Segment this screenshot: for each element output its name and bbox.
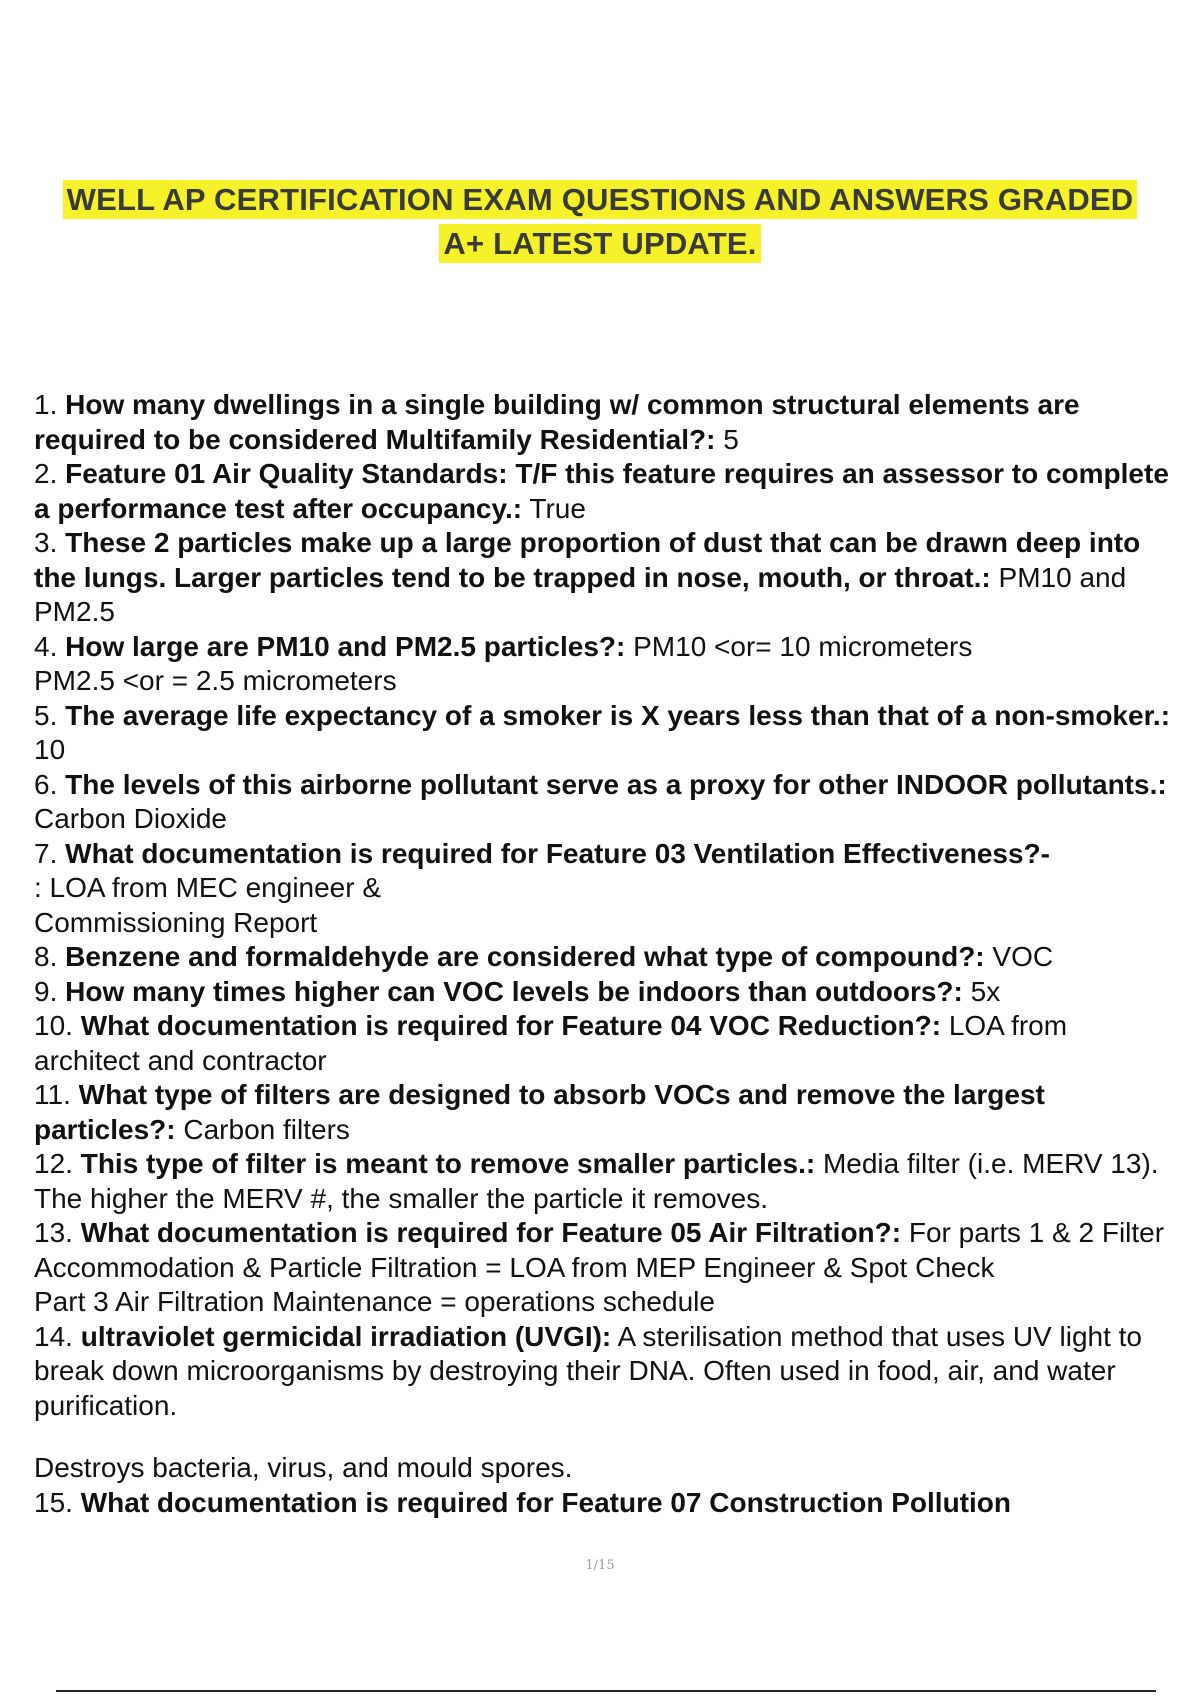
question-text: How large are PM10 and PM2.5 particles?: [65, 630, 626, 662]
answer-continuation: Part 3 Air Filtration Maintenance = operations schedule [34, 1286, 715, 1317]
item-number: 1. [34, 389, 58, 420]
item-number: 15. [34, 1486, 73, 1518]
qa-item-6 [34, 768, 1174, 837]
qa-list [34, 388, 1174, 1520]
item-number: 8. [34, 941, 58, 972]
qa-item-8 [34, 940, 1174, 975]
item-number: 6. [34, 768, 58, 800]
answer-text: Carbon Dioxide [34, 803, 227, 834]
item-number: 12. [34, 1148, 73, 1179]
answer-continuation: Commissioning Report [34, 906, 318, 938]
question-text: How many dwellings in a single building w/ common structural elements are required to be considered Multifamily Residential?: [34, 389, 1080, 455]
qa-item-15 [34, 1486, 1174, 1521]
item-number: 3. [34, 527, 58, 558]
answer-text: For parts 1 & 2 Filter Accommodation & Particle Filtration = LOA from MEP Engineer & Spot Check [34, 1217, 1165, 1283]
question-text: What type of filters are designed to absorb VOCs and remove the largest particles?: [34, 1079, 1045, 1145]
answer-text: PM10 <or= 10 micrometers [633, 630, 973, 662]
answer-continuation: PM2.5 <or = 2.5 micrometers [34, 665, 397, 696]
answer-text: Media filter (i.e. MERV 13). The higher the MERV #, the smaller the particle it removes. [34, 1148, 1159, 1214]
title-line-2: A+ LATEST UPDATE. [439, 224, 760, 263]
question-text: These 2 particles make up a large proportion of dust that can be drawn deep into the lungs. Larger particles tend to be trapped in nose, mouth, or throat.: [34, 527, 1141, 593]
answer-continuation: Destroys bacteria, virus, and mould spores. [34, 1452, 573, 1483]
question-text: How many times higher can VOC levels be indoors than outdoors?: [65, 975, 963, 1007]
qa-item-11 [34, 1078, 1174, 1147]
qa-item-13 [34, 1216, 1174, 1320]
qa-item-1 [34, 388, 1174, 457]
question-text: What documentation is required for Feature 07 Construction Pollution [80, 1486, 1011, 1518]
answer-text: : LOA from MEC engineer & [34, 872, 382, 903]
qa-item-12 [34, 1147, 1174, 1216]
item-number: 2. [34, 458, 58, 489]
qa-item-9 [34, 975, 1174, 1010]
answer-text: True [529, 492, 586, 524]
question-text: This type of filter is meant to remove smaller particles.: [80, 1148, 816, 1179]
question-text: Benzene and formaldehyde are considered what type of compound?: [65, 941, 985, 972]
question-text: Feature 01 Air Quality Standards: T/F this feature requires an assessor to complete a performance test after occupancy.: [34, 458, 1169, 524]
item-number: 7. [34, 837, 58, 869]
item-number: 9. [34, 975, 58, 1007]
question-text: The levels of this airborne pollutant serve as a proxy for other INDOOR pollutants.: [65, 768, 1167, 800]
answer-text: PM10 and PM2.5 [34, 561, 1127, 627]
answer-text: LOA from architect and contractor [34, 1010, 1068, 1076]
answer-text: 5 [723, 423, 739, 455]
item-number: 14. [34, 1320, 73, 1352]
answer-text: A sterilisation method that uses UV light to break down microorganisms by destroying their DNA. Often used in food, air, and water purification. [34, 1320, 1142, 1421]
answer-text: VOC [992, 941, 1054, 972]
title-line-1: WELL AP CERTIFICATION EXAM QUESTIONS AND ANSWERS GRADED [63, 180, 1138, 219]
qa-item-14 [34, 1320, 1174, 1486]
qa-item-2 [34, 457, 1174, 526]
page-number: 1/15 [585, 1558, 615, 1573]
qa-item-5 [34, 699, 1174, 768]
answer-text: Carbon filters [183, 1113, 350, 1145]
qa-item-10 [34, 1009, 1174, 1078]
answer-text: 10 [34, 734, 66, 765]
question-text: What documentation is required for Feature 05 Air Filtration?: [80, 1217, 902, 1248]
item-number: 13. [34, 1217, 73, 1248]
question-text: ultraviolet germicidal irradiation (UVGI): [80, 1320, 612, 1352]
question-text: What documentation is required for Feature 04 VOC Reduction?: [80, 1010, 942, 1041]
qa-item-7 [34, 837, 1174, 941]
qa-item-4 [34, 630, 1174, 699]
footer-divider [56, 1690, 1156, 1692]
question-text: The average life expectancy of a smoker is X years less than that of a non-smoker.: [65, 699, 1171, 731]
document-title [40, 178, 1160, 266]
item-number: 5. [34, 699, 58, 731]
item-number: 4. [34, 630, 58, 662]
answer-text: 5x [970, 975, 1001, 1007]
item-number: 10. [34, 1010, 73, 1041]
question-text: What documentation is required for Feature 03 Ventilation Effectiveness?- [65, 837, 1050, 869]
qa-item-3 [34, 526, 1174, 630]
item-number: 11. [34, 1079, 71, 1110]
